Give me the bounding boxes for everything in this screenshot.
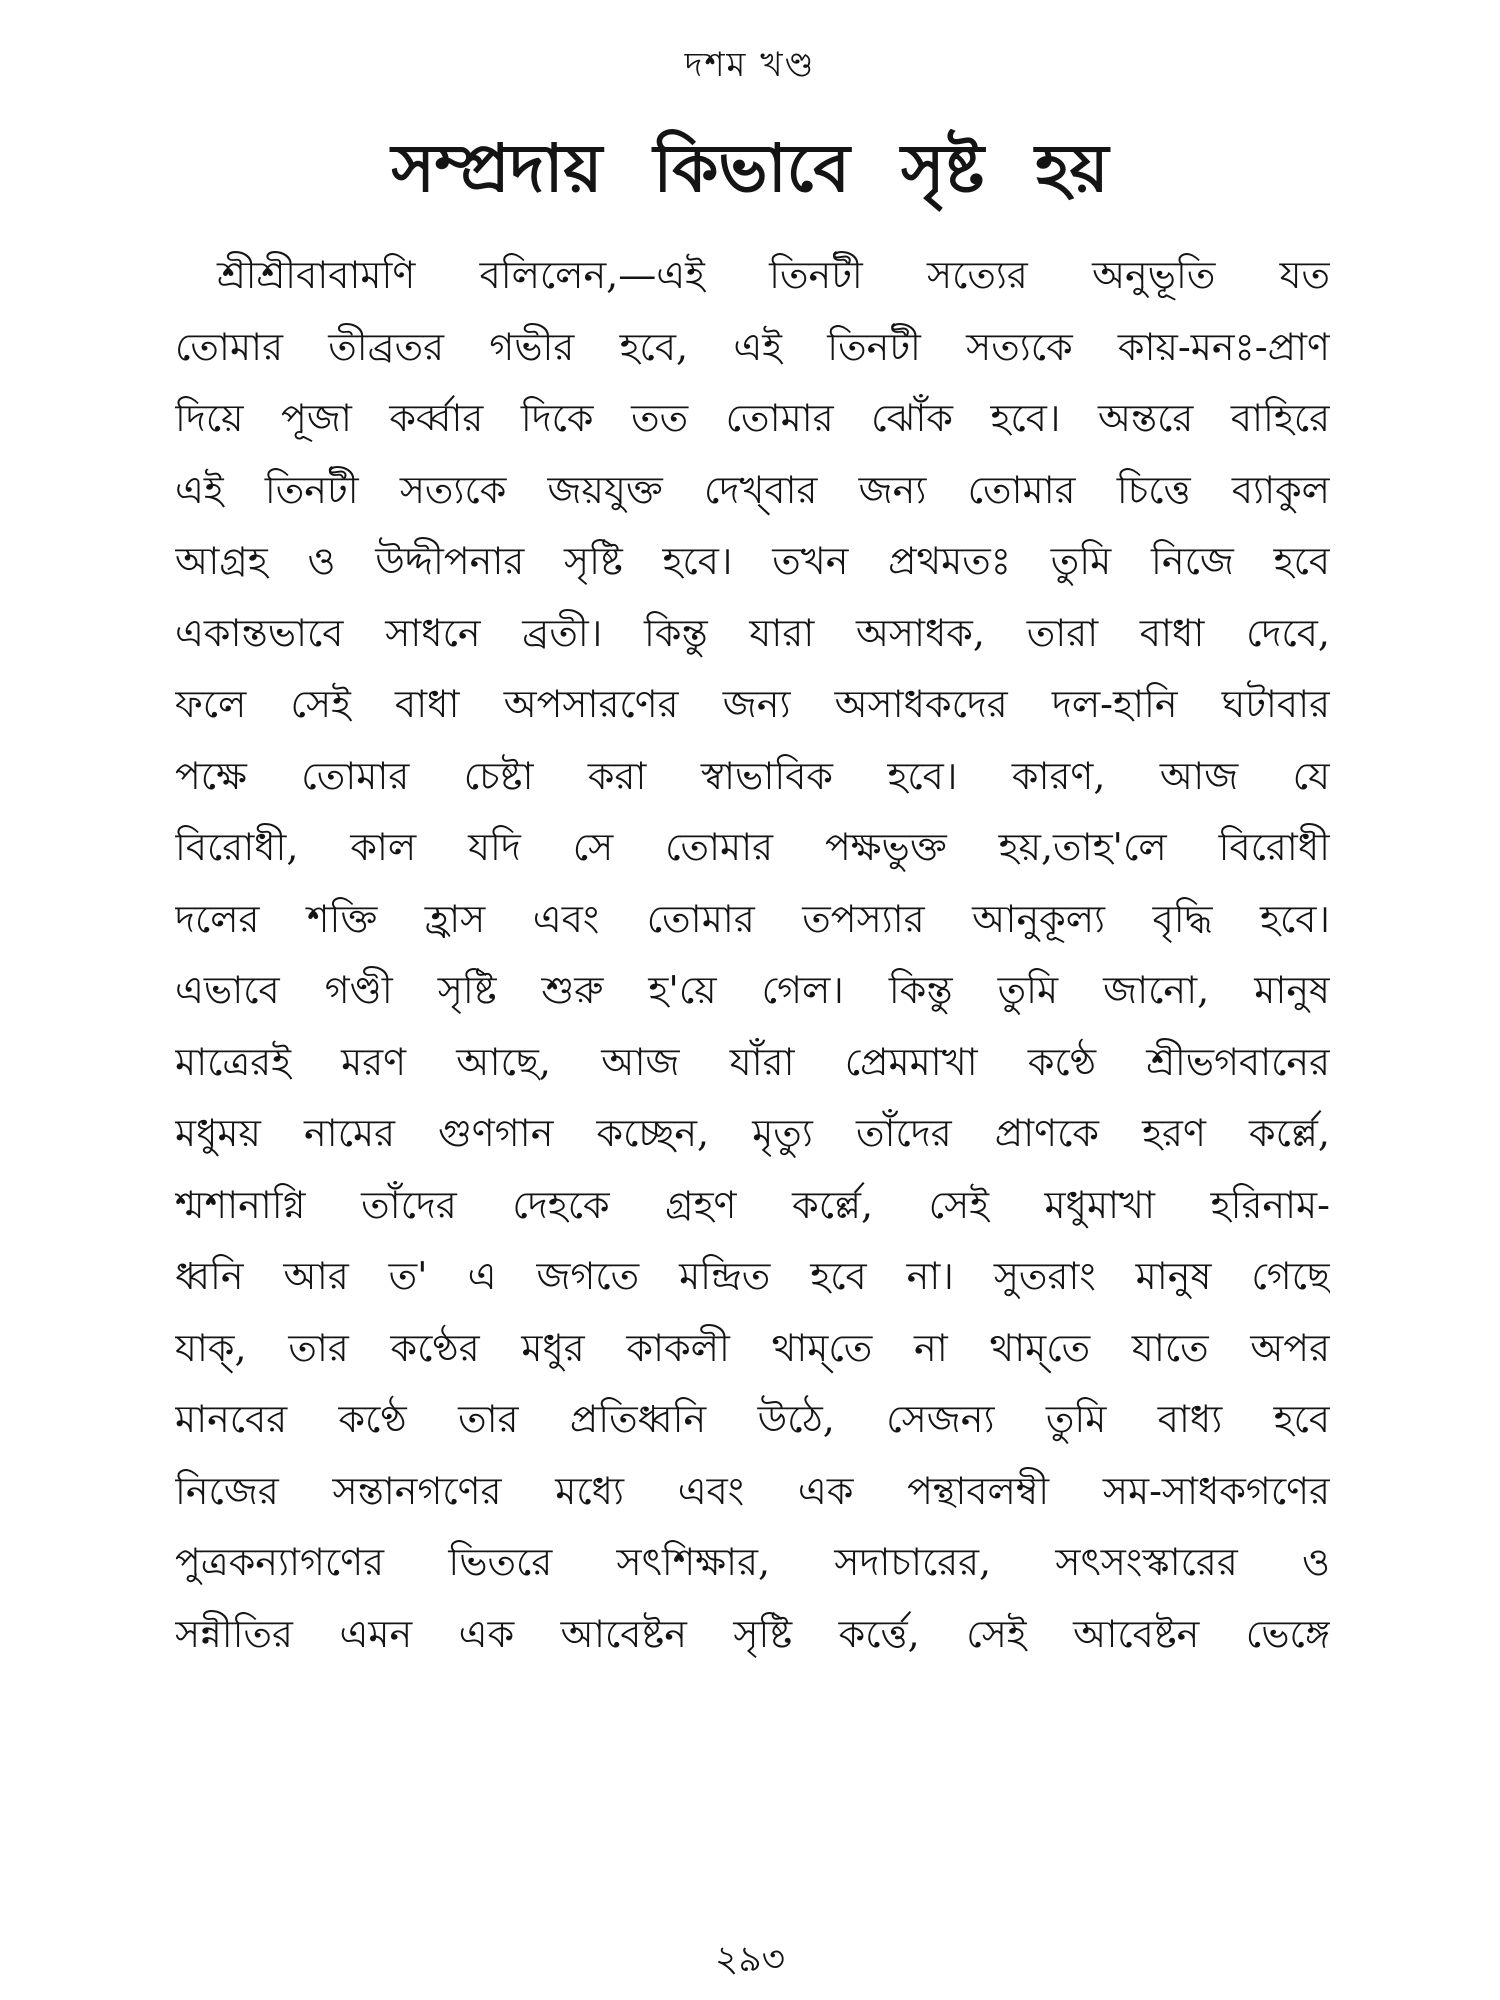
text-line: তোমার তীব্রতর গভীর হবে, এই তিনটী সত্যকে কায়-মনঃ-প্রাণ [175,324,1330,369]
page-number: ২৯৩ [714,1939,786,1980]
text-line: মানবের কণ্ঠে তার প্রতিধ্বনি উঠে, সেজন্য তুমি বাধ্য হবে [175,1397,1330,1441]
text-line: পুত্রকন্যাগণের ভিতরে সৎশিক্ষার, সদাচারের, সৎসংস্কারের ও [175,1540,1330,1584]
text-line: শ্রীশ্রীবাবামণি বলিলেন,—এই তিনটী সত্যের অনুভূতি যত [217,253,1330,297]
text-line: এভাবে গণ্ডী সৃষ্টি শুরু হ'য়ে গেল। কিন্তু তুমি জানো, মানুষ [175,968,1330,1012]
text-line: মাত্রেরই মরণ আছে, আজ যাঁরা প্রেমমাখা কণ্ঠে শ্রীভগবানের [175,1039,1330,1084]
text-line: পক্ষে তোমার চেষ্টা করা স্বাভাবিক হবে। কারণ, আজ যে [175,753,1330,798]
text-line: সন্নীতির এমন এক আবেষ্টন সৃষ্টি কর্ত্তে, সেই আবেষ্টন ভেঙ্গে [175,1611,1330,1656]
running-head: দশম খণ্ড [684,45,816,85]
text-line: দিয়ে পূজা কর্ব্বার দিকে তত তোমার ঝোঁক হবে। অন্তরে বাহিরে [175,396,1330,440]
text-line: আগ্রহ ও উদ্দীপনার সৃষ্টি হবে। তখন প্রথমতঃ তুমি নিজে হবে [175,539,1330,583]
body-paragraph [175,240,1330,1670]
text-line: দলের শক্তি হ্রাস এবং তোমার তপস্যার আনুকূল্য বৃদ্ধি হবে। [175,896,1330,941]
chapter-title: সম্প্রদায় কিভাবে সৃষ্ট হয় [391,129,1109,207]
text-line: নিজের সন্তানগণের মধ্যে এবং এক পন্থাবলম্বী সম-সাধকগণের [175,1468,1330,1513]
text-line: একান্তভাবে সাধনে ব্রতী। কিন্তু যারা অসাধক, তারা বাধা দেবে, [175,610,1330,655]
text-line: ফলে সেই বাধা অপসারণের জন্য অসাধকদের দল-হানি ঘটাবার [175,682,1330,726]
text-line: বিরোধী, কাল যদি সে তোমার পক্ষভুক্ত হয়,তাহ'লে বিরোধী [175,825,1330,869]
text-line: এই তিনটী সত্যকে জয়যুক্ত দেখ্‌বার জন্য তোমার চিত্তে ব্যাকুল [175,467,1330,512]
text-line: ধ্বনি আর ত' এ জগতে মন্দ্রিত হবে না। সুতরাং মানুষ গেছে [175,1254,1330,1298]
text-line: মধুময় নামের গুণগান কচ্ছেন, মৃত্যু তাঁদের প্রাণকে হরণ কর্ল্লে, [175,1111,1330,1155]
text-line: শ্মশানাগ্নি তাঁদের দেহকে গ্রহণ কর্ল্লে, সেই মধুমাখা হরিনাম- [175,1182,1330,1227]
text-line: যাক্, তার কণ্ঠের মধুর কাকলী থাম্‌তে না থাম্‌তে যাতে অপর [175,1325,1330,1370]
